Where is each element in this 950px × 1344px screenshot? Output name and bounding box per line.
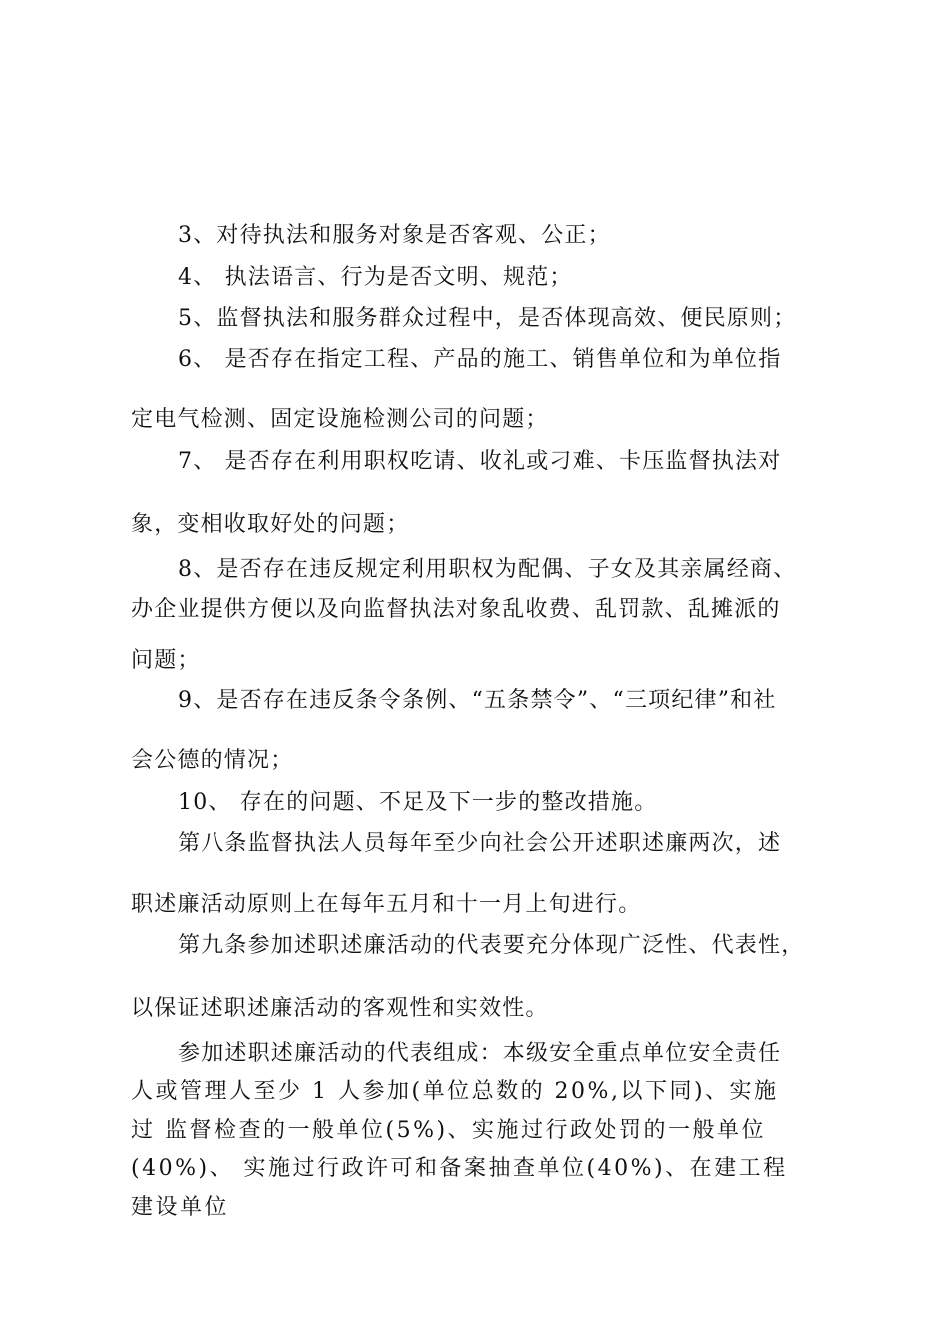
- item-5-line: 5、监督执法和服务群众过程中，是否体现高效、便民原则；: [178, 306, 797, 331]
- item-7-continuation: 象，变相收取好处的问题；: [131, 512, 410, 537]
- item-6-continuation: 定电气检测、固定设施检测公司的问题；: [131, 407, 549, 432]
- item-8-continuation-2: 问题；: [131, 648, 201, 673]
- representatives-continuation-2: 过 监督检查的一般单位(5%)、实施过行政处罚的一般单位: [131, 1118, 767, 1143]
- item-9-continuation: 会公德的情况；: [131, 748, 294, 773]
- article-9-continuation: 以保证述职述廉活动的客观性和实效性。: [131, 996, 549, 1021]
- item-4-line: 4、 执法语言、行为是否文明、规范；: [178, 265, 573, 290]
- item-7-line: 7、 是否存在利用职权吃请、收礼或刁难、卡压监督执法对: [178, 449, 782, 474]
- article-8-line: 第八条监督执法人员每年至少向社会公开述职述廉两次，述: [178, 831, 782, 856]
- representatives-continuation-3: (40%)、 实施过行政许可和备案抽查单位(40%)、在建工程: [131, 1156, 788, 1181]
- item-10-line: 10、 存在的问题、不足及下一步的整改措施。: [178, 790, 658, 815]
- article-9-line: 第九条参加述职述廉活动的代表要充分体现广泛性、代表性，: [178, 933, 805, 958]
- item-8-continuation-1: 办企业提供方便以及向监督执法对象乱收费、乱罚款、乱摊派的: [131, 597, 781, 622]
- article-8-continuation: 职述廉活动原则上在每年五月和十一月上旬进行。: [131, 892, 642, 917]
- item-9-line: 9、是否存在违反条令条例、“五条禁令”、“三项纪律”和社: [178, 688, 777, 713]
- item-3-line: 3、对待执法和服务对象是否客观、公正；: [178, 223, 611, 248]
- representatives-line: 参加述职述廉活动的代表组成：本级安全重点单位安全责任: [178, 1041, 782, 1066]
- item-6-line: 6、 是否存在指定工程、产品的施工、销售单位和为单位指: [178, 347, 782, 372]
- representatives-continuation-1: 人或管理人至少 1 人参加(单位总数的 20%,以下同)、实施: [131, 1079, 779, 1104]
- item-8-line: 8、是否存在违反规定利用职权为配偶、子女及其亲属经商、: [178, 557, 797, 582]
- representatives-continuation-4: 建设单位: [131, 1195, 230, 1220]
